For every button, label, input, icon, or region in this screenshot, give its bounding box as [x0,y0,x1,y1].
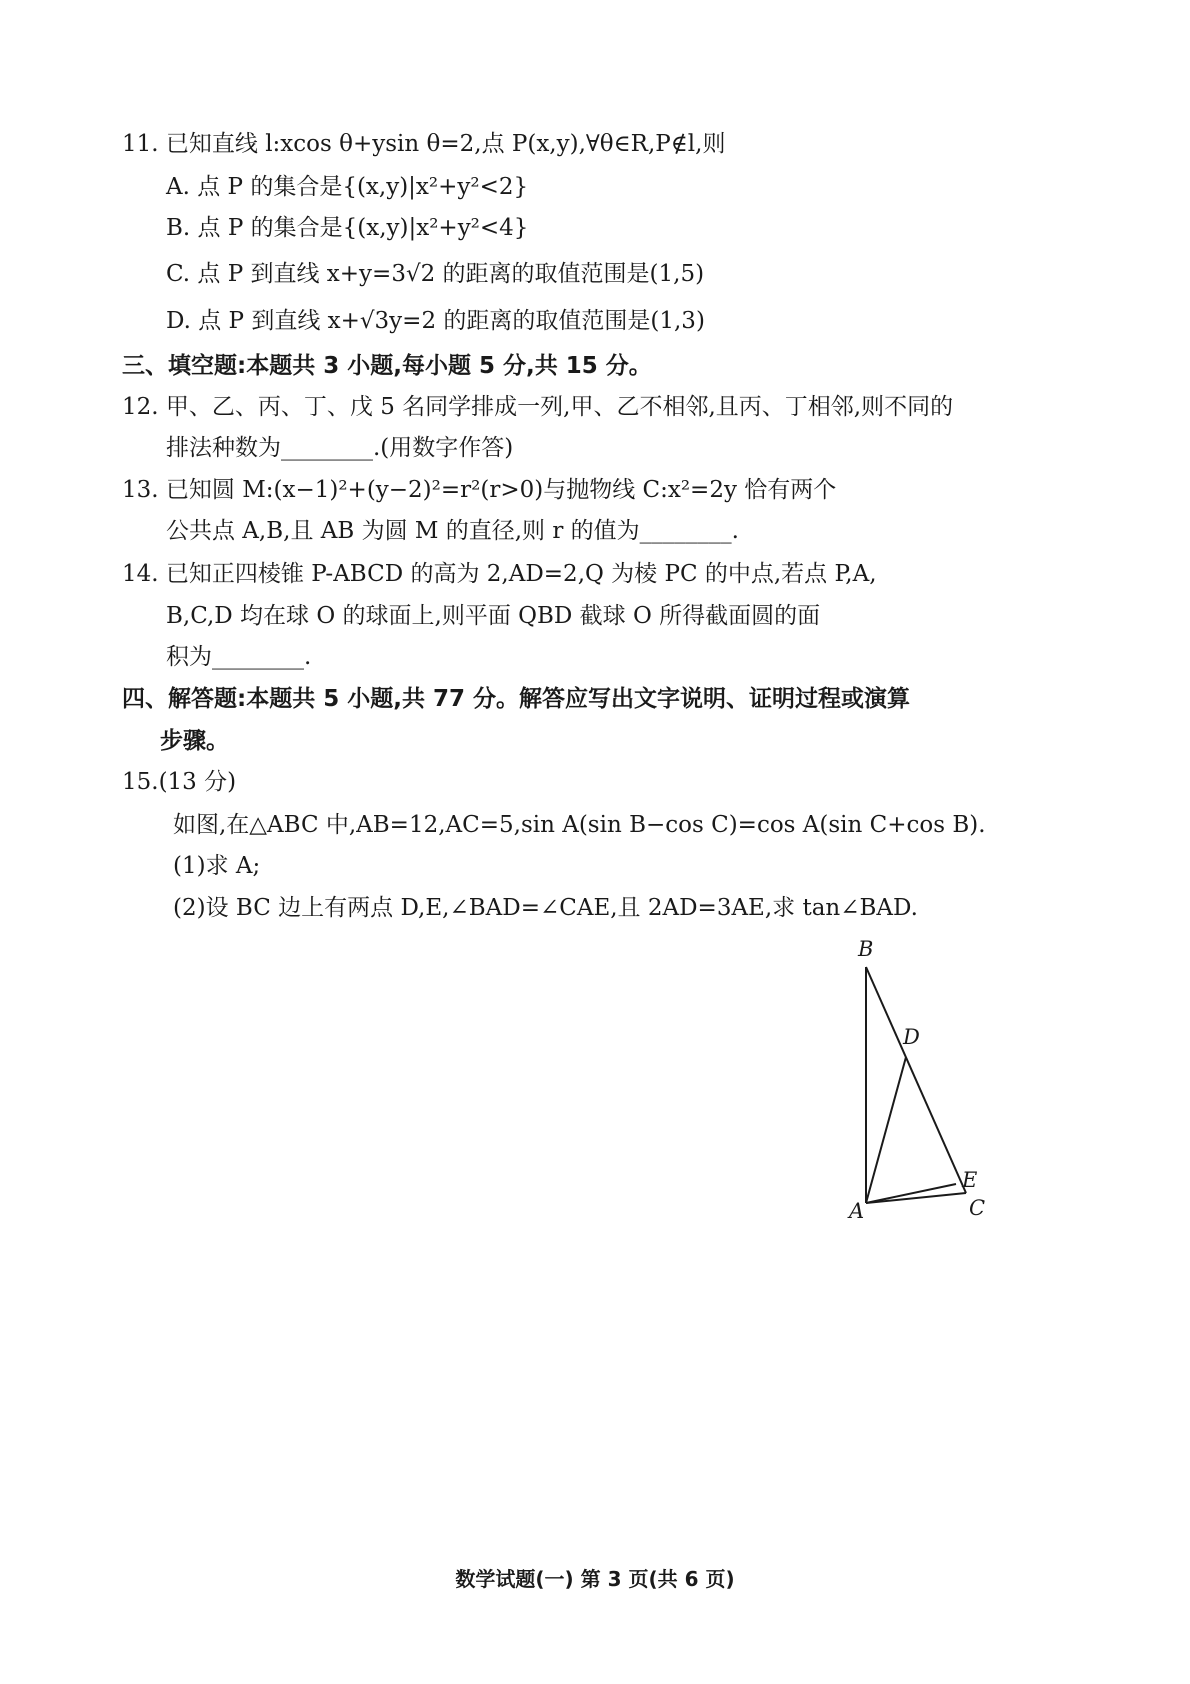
segment-bc [866,967,966,1193]
q11-option-d: D. 点 P 到直线 x+√3y=2 的距离的取值范围是(1,3) [166,308,705,334]
q14-line1: 14. 已知正四棱锥 P-ABCD 的高为 2,AD=2,Q 为棱 PC 的中点,若点 P,A, [122,561,877,587]
q15-part1: (1)求 A; [173,853,261,879]
section4-heading: 四、解答题:本题共 5 小题,共 77 分。解答应写出文字说明、证明过程或演算 [122,686,910,712]
q12-line2: 排法种数为________.(用数字作答) [166,435,514,461]
segment-ad [866,1057,906,1203]
q11-option-c: C. 点 P 到直线 x+y=3√2 的距离的取值范围是(1,5) [166,261,705,287]
section4-heading-cont: 步骤。 [160,728,229,754]
q13-line1: 13. 已知圆 M:(x−1)²+(y−2)²=r²(r>0)与抛物线 C:x²=2y 恰有两个 [122,477,837,503]
section3-heading: 三、填空题:本题共 3 小题,每小题 5 分,共 15 分。 [122,353,652,379]
q11-option-a: A. 点 P 的集合是{(x,y)|x²+y²<2} [166,174,529,200]
segment-ac [866,1193,966,1203]
page-footer: 数学试题(一) 第 3 页(共 6 页) [455,1567,735,1591]
label-c: C [969,1196,986,1220]
q15-part2: (2)设 BC 边上有两点 D,E,∠BAD=∠CAE,且 2AD=3AE,求 tan∠BAD. [173,895,918,921]
q13-line2: 公共点 A,B,且 AB 为圆 M 的直径,则 r 的值为________. [166,518,739,544]
q15-header: 15.(13 分) [122,769,237,795]
segment-ae [866,1184,956,1203]
q12-line1: 12. 甲、乙、丙、丁、戊 5 名同学排成一列,甲、乙不相邻,且丙、丁相邻,则不同的 [122,394,954,420]
q11-stem: 11. 已知直线 l:xcos θ+ysin θ=2,点 P(x,y),∀θ∈R,P∉l,则 [122,131,726,157]
q15-stem: 如图,在△ABC 中,AB=12,AC=5,sin A(sin B−cos C)=cos A(sin C+cos B). [173,812,986,838]
q14-line3: 积为________. [166,644,312,670]
q14-line2: B,C,D 均在球 O 的球面上,则平面 QBD 截球 O 所得截面圆的面 [166,603,821,629]
label-b: B [858,937,874,961]
label-a: A [849,1199,865,1223]
label-e: E [962,1168,978,1192]
label-d: D [903,1025,920,1049]
q11-option-b: B. 点 P 的集合是{(x,y)|x²+y²<4} [166,215,529,241]
